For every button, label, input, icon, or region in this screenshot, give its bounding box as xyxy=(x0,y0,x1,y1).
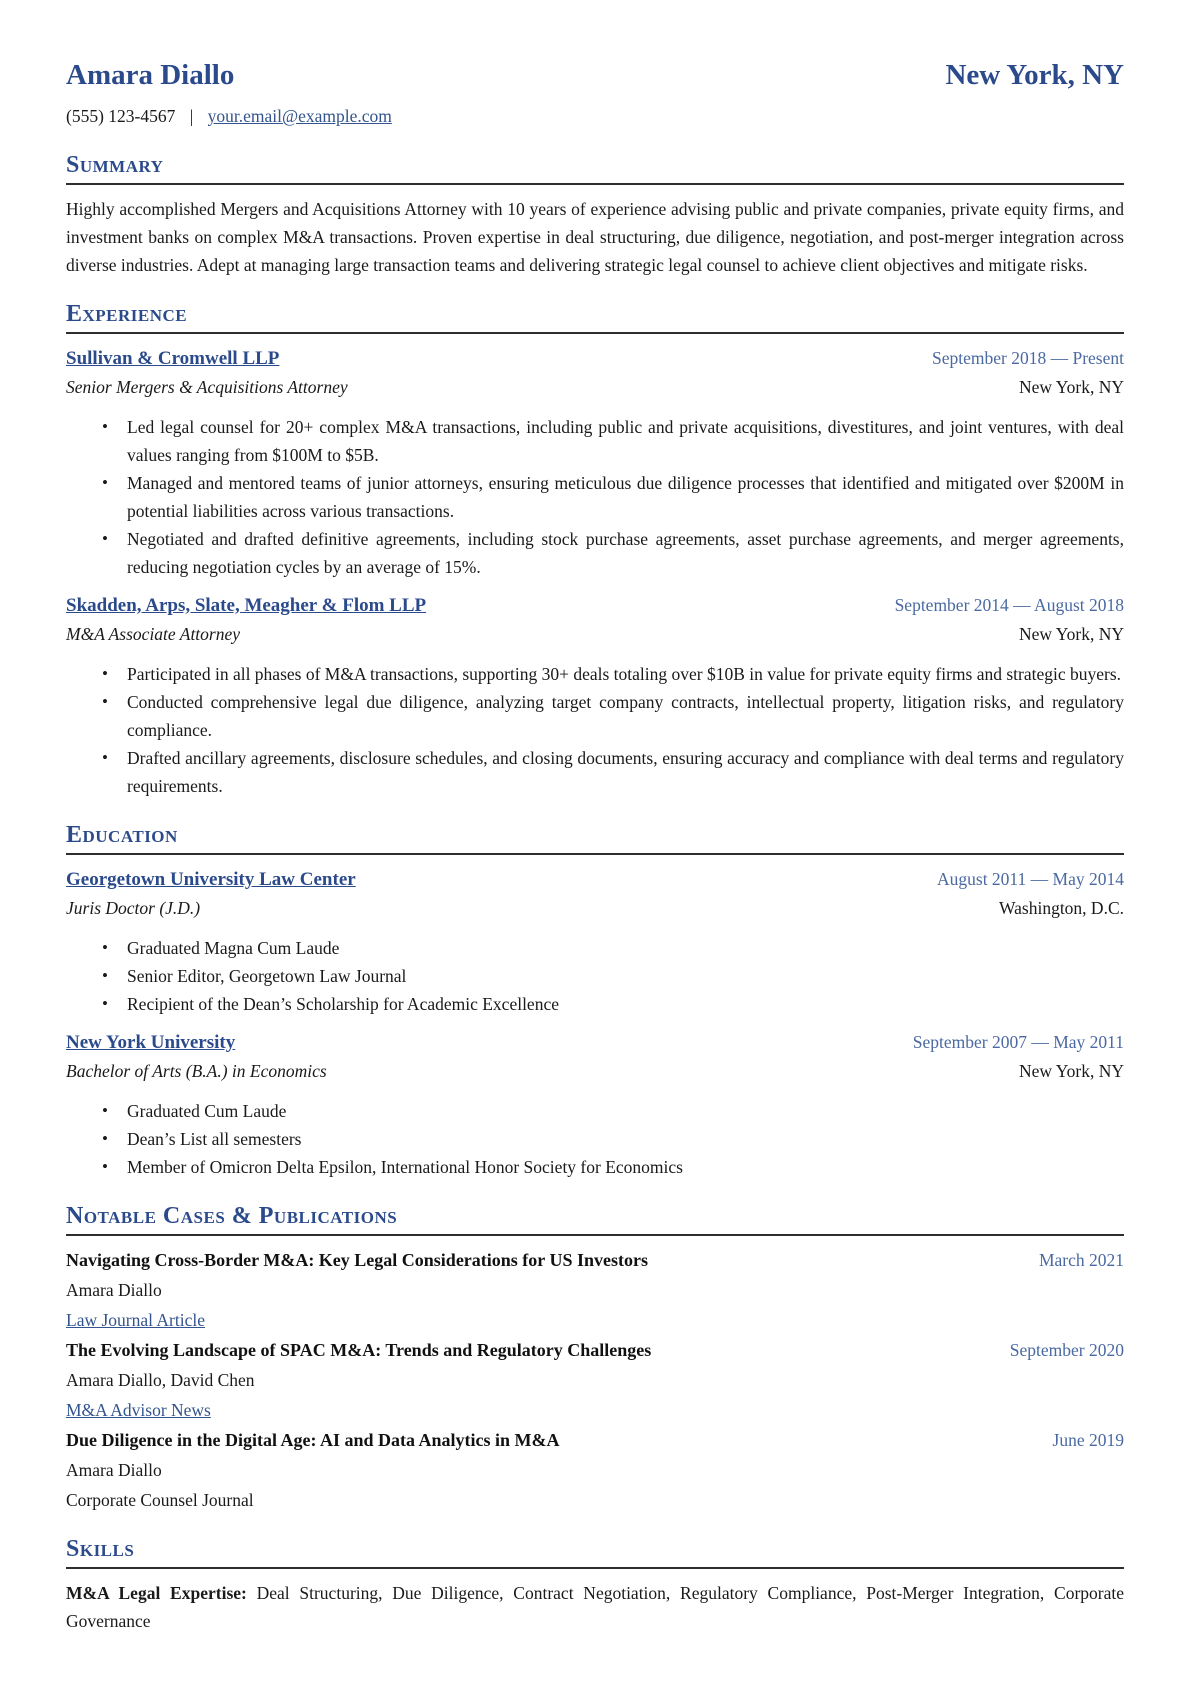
company-link[interactable]: Sullivan & Cromwell LLP xyxy=(66,348,280,369)
school-bullet: • Member of Omicron Delta Epsilon, International Honor Society for Economics xyxy=(66,1153,1124,1181)
job-role: M&A Associate Attorney xyxy=(66,624,241,644)
section-summary xyxy=(66,150,1124,279)
publication-venue-link[interactable]: M&A Advisor News xyxy=(66,1400,211,1420)
job-bullet: • Managed and mentored teams of junior attorneys, ensuring meticulous due diligence processes that identified and mitigated over $200M in potential liabilities across various transactions. xyxy=(66,469,1124,525)
skills-items: Deal Structuring, Due Diligence, Contract Negotiation, Regulatory Compliance, Post-Merger Integration, Corporate Governance xyxy=(66,1583,1125,1631)
school-entry xyxy=(66,1028,1124,1181)
section-education xyxy=(66,820,1124,1181)
skills-category: M&A Legal Expertise: xyxy=(66,1583,247,1603)
publication-authors: Amara Diallo, David Chen xyxy=(66,1370,255,1390)
school-bullet: • Graduated Cum Laude xyxy=(66,1097,1124,1125)
publications-title: Notable Cases & Publications xyxy=(66,1201,1124,1236)
job-role: Senior Mergers & Acquisitions Attorney xyxy=(66,377,348,397)
contact-row xyxy=(66,102,1124,130)
header xyxy=(66,58,1124,92)
section-experience xyxy=(66,299,1124,800)
school-bullet: • Graduated Magna Cum Laude xyxy=(66,934,1124,962)
publication-title: The Evolving Landscape of SPAC M&A: Trends and Regulatory Challenges xyxy=(66,1340,652,1360)
school-location: Washington, D.C. xyxy=(999,898,1124,918)
summary-title: Summary xyxy=(66,150,1124,185)
education-title: Education xyxy=(66,820,1124,855)
job-bullet: • Drafted ancillary agreements, disclosure schedules, and closing documents, ensuring accuracy and compliance with deal terms and regulatory requirements. xyxy=(66,744,1124,800)
school-bullet: • Recipient of the Dean’s Scholarship for Academic Excellence xyxy=(66,990,1124,1018)
experience-title: Experience xyxy=(66,299,1124,334)
school-link[interactable]: Georgetown University Law Center xyxy=(66,869,356,890)
job-bullet: • Led legal counsel for 20+ complex M&A transactions, including public and private acquisitions, divestitures, and joint ventures, with deal values ranging from $100M to $5B. xyxy=(66,413,1124,469)
publication-date: March 2021 xyxy=(1038,1250,1124,1270)
contact-separator: | xyxy=(189,106,194,126)
company-link[interactable]: Skadden, Arps, Slate, Meagher & Flom LLP xyxy=(66,595,427,616)
publication-title: Navigating Cross-Border M&A: Key Legal Considerations for US Investors xyxy=(66,1250,648,1270)
degree: Juris Doctor (J.D.) xyxy=(66,898,201,918)
header-location: New York, NY xyxy=(945,59,1124,91)
job-bullets xyxy=(66,660,1124,800)
email-link[interactable]: your.email@example.com xyxy=(207,106,392,126)
job-bullet: • Participated in all phases of M&A transactions, supporting 30+ deals totaling over $10B in value for private equity firms and strategic buyers. xyxy=(66,660,1124,688)
publication-title: Due Diligence in the Digital Age: AI and Data Analytics in M&A xyxy=(66,1430,560,1450)
publication-venue: Corporate Counsel Journal xyxy=(66,1490,254,1510)
person-name: Amara Diallo xyxy=(66,59,235,91)
publication xyxy=(66,1336,1124,1424)
school-dates: September 2007 — May 2011 xyxy=(912,1032,1124,1052)
school-bullets xyxy=(66,934,1124,1018)
publication-venue-link[interactable]: Law Journal Article xyxy=(66,1310,205,1330)
job-dates: September 2018 — Present xyxy=(932,348,1124,368)
section-skills xyxy=(66,1534,1124,1635)
job-bullet: • Negotiated and drafted definitive agreements, including stock purchase agreements, asset purchase agreements, and merger agreements, reducing negotiation cycles by an average of 15%. xyxy=(66,525,1124,581)
publication xyxy=(66,1246,1124,1334)
job-dates: September 2014 — August 2018 xyxy=(894,595,1124,615)
job-bullet: • Conducted comprehensive legal due diligence, analyzing target company contracts, intellectual property, litigation risks, and regulatory compliance. xyxy=(66,688,1124,744)
skills-line xyxy=(66,1579,1124,1635)
school-entry xyxy=(66,865,1124,1018)
publication-date: June 2019 xyxy=(1052,1430,1124,1450)
degree: Bachelor of Arts (B.A.) in Economics xyxy=(66,1061,327,1081)
school-bullets xyxy=(66,1097,1124,1181)
publication-date: September 2020 xyxy=(1009,1340,1124,1360)
school-link[interactable]: New York University xyxy=(66,1032,236,1053)
skills-title: Skills xyxy=(66,1534,1124,1569)
phone-number: (555) 123-4567 xyxy=(66,106,176,126)
section-publications xyxy=(66,1201,1124,1514)
job-entry xyxy=(66,344,1124,581)
job-bullets xyxy=(66,413,1124,581)
school-bullet: • Dean’s List all semesters xyxy=(66,1125,1124,1153)
school-bullet: • Senior Editor, Georgetown Law Journal xyxy=(66,962,1124,990)
job-location: New York, NY xyxy=(1018,624,1124,644)
publication-authors: Amara Diallo xyxy=(66,1460,162,1480)
school-dates: August 2011 — May 2014 xyxy=(937,869,1124,889)
job-entry xyxy=(66,591,1124,800)
summary-text: Highly accomplished Mergers and Acquisitions Attorney with 10 years of experience advising public and private companies, private equity firms, and investment banks on complex M&A transactions. Proven expertise in deal structuring, due diligence, negotiation, and post-merger integration across diverse industries. Adept at managing large transaction teams and delivering strategic legal counsel to achieve client objectives and mitigate risks. xyxy=(66,199,1124,275)
job-location: New York, NY xyxy=(1018,377,1124,397)
school-location: New York, NY xyxy=(1018,1061,1124,1081)
publication-authors: Amara Diallo xyxy=(66,1280,162,1300)
publication xyxy=(66,1426,1124,1514)
